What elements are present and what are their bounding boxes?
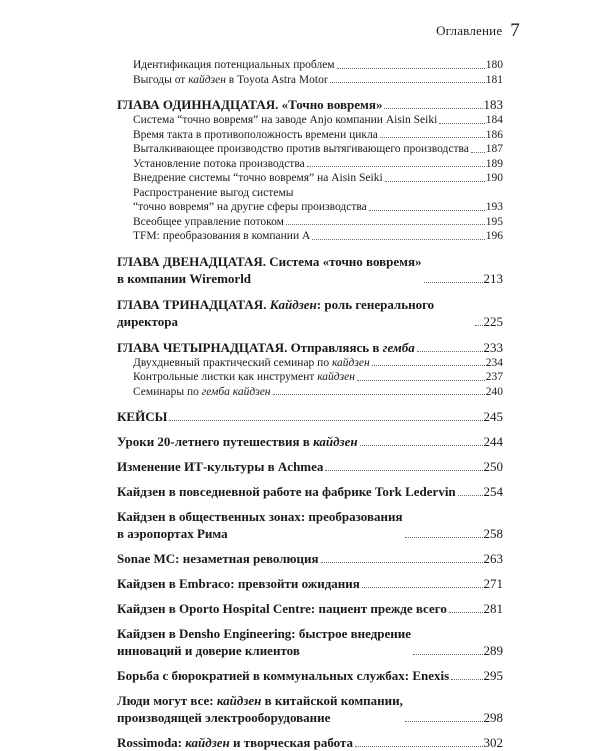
toc-entry[interactable]: TFM: преобразования в компании A 196 [133,230,503,242]
toc-entry[interactable]: Семинары по гемба кайдзен 240 [133,385,503,398]
toc-case[interactable]: Кайдзен в Densho Engineering: быстрое внедрение инноваций и доверие клиентов 289 [117,626,503,658]
toc-entry[interactable]: Идентификация потенциальных проблем 180 [133,59,503,71]
toc-entry[interactable]: Внедрение системы “точно вовремя” на Aisin Seiki 190 [133,172,503,184]
table-of-contents [117,58,503,751]
toc-chapter[interactable]: ГЛАВА ЧЕТЫРНАДЦАТАЯ. Отправляясь в гемба 233 [117,339,503,355]
toc-entry[interactable]: Выгоды от кайдзен в Toyota Astra Motor 181 [133,73,503,86]
toc-entry[interactable]: Выталкивающее производство против вытягивающего производства 187 [133,143,503,155]
toc-chapter[interactable]: ГЛАВА ДВЕНАДЦАТАЯ. Система «точно вовремя» в компании Wiremorld 213 [117,253,503,286]
toc-entry[interactable]: Система “точно вовремя” на заводе Anjo компании Aisin Seiki 184 [133,114,503,126]
toc-case[interactable]: Люди могут все: кайдзен в китайской компании, производящей электрооборудование 298 [117,693,503,725]
toc-case[interactable]: Изменение ИТ-культуры в Achmea 250 [117,459,503,474]
toc-case[interactable]: Sonae MC: незаметная революция 263 [117,551,503,566]
toc-case[interactable]: Уроки 20-летнего путешествия в кайдзен 244 [117,434,503,449]
section-title: Оглавление [436,23,503,38]
toc-entry[interactable]: Установление потока производства 189 [133,157,503,170]
toc-chapter[interactable]: ГЛАВА ТРИНАДЦАТАЯ. Кайдзен: роль генерального директора 225 [117,296,503,329]
toc-case[interactable]: Кайдзен в Embraco: превзойти ожидания 271 [117,576,503,591]
toc-entry[interactable]: Двухдневный практический семинар по кайдзен 234 [133,356,503,369]
toc-case[interactable]: Кайдзен в общественных зонах: преобразования в аэропортах Рима 258 [117,509,503,541]
toc-entry[interactable]: Контрольные листки как инструмент кайдзен 237 [133,371,503,383]
toc-case[interactable]: Кайдзен в повседневной работе на фабрике Tork Ledervin 254 [117,484,503,499]
toc-section-cases[interactable]: КЕЙСЫ 245 [117,409,503,424]
toc-entry[interactable]: Время такта в противоположность времени цикла 186 [133,128,503,141]
toc-case[interactable]: Борьба с бюрократией в коммунальных службах: Enexis 295 [117,668,503,683]
toc-chapter[interactable]: ГЛАВА ОДИННАДЦАТАЯ. «Точно вовремя» 183 [117,97,503,112]
toc-entry[interactable]: Распространение выгод системы “точно вовремя” на другие сферы производства 193 [133,186,503,213]
toc-entry[interactable]: Всеобщее управление потоком 195 [133,215,503,228]
page-number: 7 [510,20,520,41]
toc-case[interactable]: Кайдзен в Oporto Hospital Centre: пациент прежде всего 281 [117,601,503,616]
running-header [436,20,520,42]
toc-case[interactable]: Rossimoda: кайдзен и творческая работа 302 [117,735,503,750]
